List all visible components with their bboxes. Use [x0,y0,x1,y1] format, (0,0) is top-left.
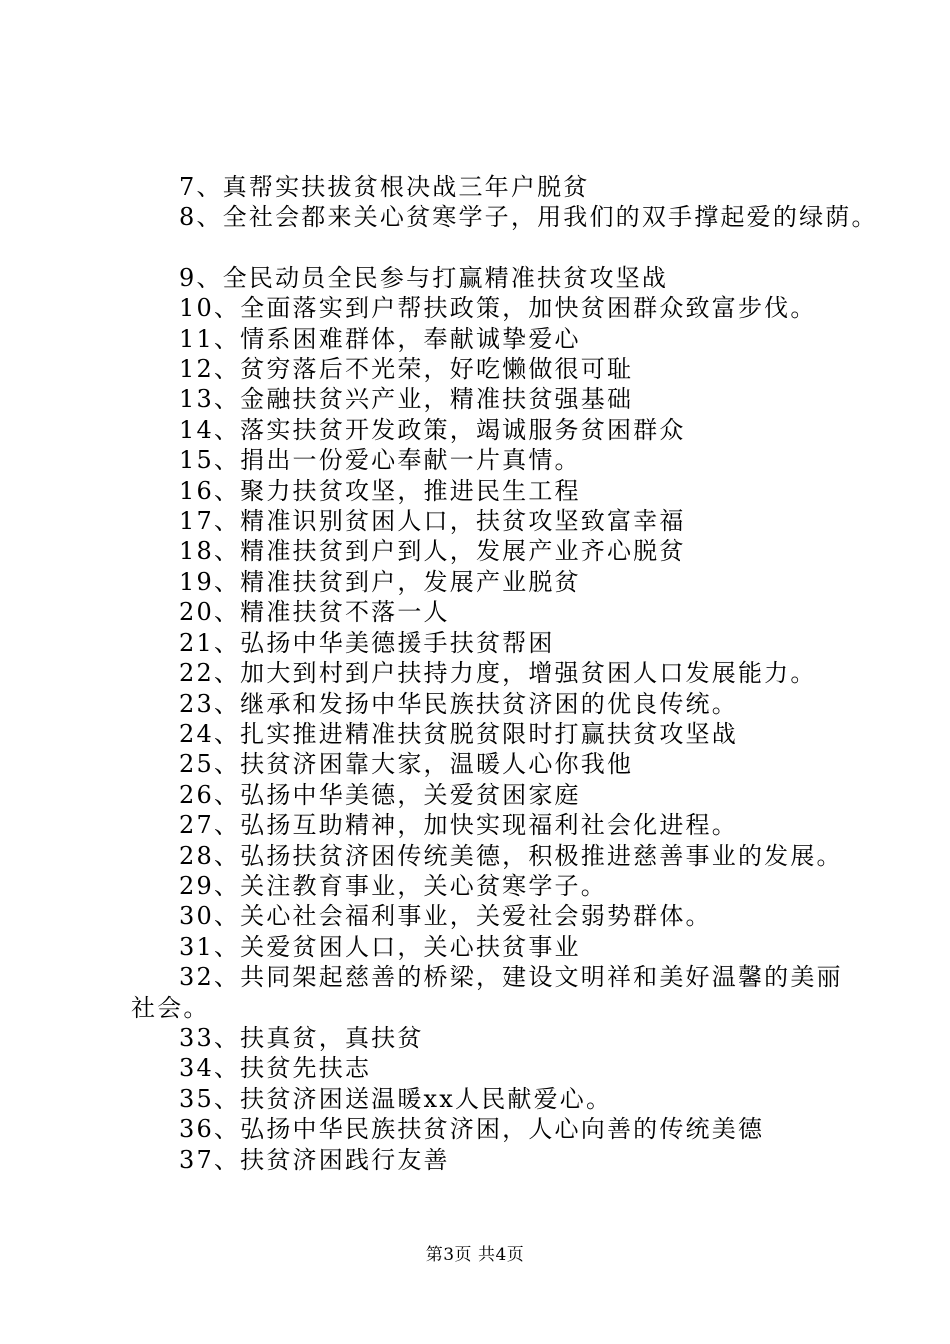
slogan-line: 33、扶真贫，真扶贫 [179,1023,424,1052]
slogan-line: 28、弘扬扶贫济困传统美德，积极推进慈善事业的发展。 [179,841,843,870]
slogan-line: 35、扶贫济困送温暖xx人民献爱心。 [179,1084,613,1113]
slogan-line-continuation: 社会。 [131,993,210,1022]
slogan-line: 37、扶贫济困践行友善 [179,1145,450,1174]
slogan-line: 36、弘扬中华民族扶贫济困，人心向善的传统美德 [179,1115,765,1144]
slogan-line: 26、弘扬中华美德，关爱贫困家庭 [179,780,581,809]
slogan-line: 19、精准扶贫到户，发展产业脱贫 [179,567,581,596]
slogan-line: 27、弘扬互助精神，加快实现福利社会化进程。 [179,811,738,840]
slogan-line: 32、共同架起慈善的桥梁，建设文明祥和美好温馨的美丽 [179,963,843,992]
slogan-line: 7、真帮实扶拔贫根决战三年户脱贫 [179,173,590,201]
slogan-line: 30、关心社会福利事业，关爱社会弱势群体。 [179,902,712,931]
slogan-line: 23、继承和发扬中华民族扶贫济困的优良传统。 [179,689,738,718]
slogan-line: 24、扎实推进精准扶贫脱贫限时打赢扶贫攻坚战 [179,719,738,748]
slogan-line: 17、精准识别贫困人口，扶贫攻坚致富幸福 [179,507,686,536]
slogan-line: 13、金融扶贫兴产业，精准扶贫强基础 [179,385,634,414]
slogan-line: 18、精准扶贫到户到人，发展产业齐心脱贫 [179,537,686,566]
page-number: 第3页 共4页 [425,1245,525,1265]
slogan-line: 10、全面落实到户帮扶政策，加快贫困群众致富步伐。 [179,294,817,323]
page-footer [0,1240,950,1265]
slogan-line: 31、关爱贫困人口，关心扶贫事业 [179,932,581,961]
slogan-line: 22、加大到村到户扶持力度，增强贫困人口发展能力。 [179,659,817,688]
slogan-line: 25、扶贫济困靠大家，温暖人心你我他 [179,750,634,779]
slogan-line: 15、捐出一份爱心奉献一片真情。 [179,446,581,475]
paragraph-gap [131,233,861,263]
slogan-line: 21、弘扬中华美德援手扶贫帮困 [179,628,555,657]
slogan-line: 9、全民动员全民参与打赢精准扶贫攻坚战 [179,263,669,292]
slogan-line: 12、贫穷落后不光荣，好吃懒做很可耻 [179,355,634,384]
slogan-line: 20、精准扶贫不落一人 [179,598,450,627]
slogan-line: 11、情系困难群体，奉献诚挚爱心 [179,324,581,353]
slogan-line: 34、扶贫先扶志 [179,1054,372,1083]
slogan-line: 29、关注教育事业，关心贫寒学子。 [179,871,607,900]
document-body [131,172,878,1175]
slogan-line: 16、聚力扶贫攻坚，推进民生工程 [179,476,581,505]
slogan-line: 8、全社会都来关心贫寒学子，用我们的双手撑起爱的绿荫。 [179,203,878,232]
slogan-line: 14、落实扶贫开发政策，竭诚服务贫困群众 [179,415,686,444]
